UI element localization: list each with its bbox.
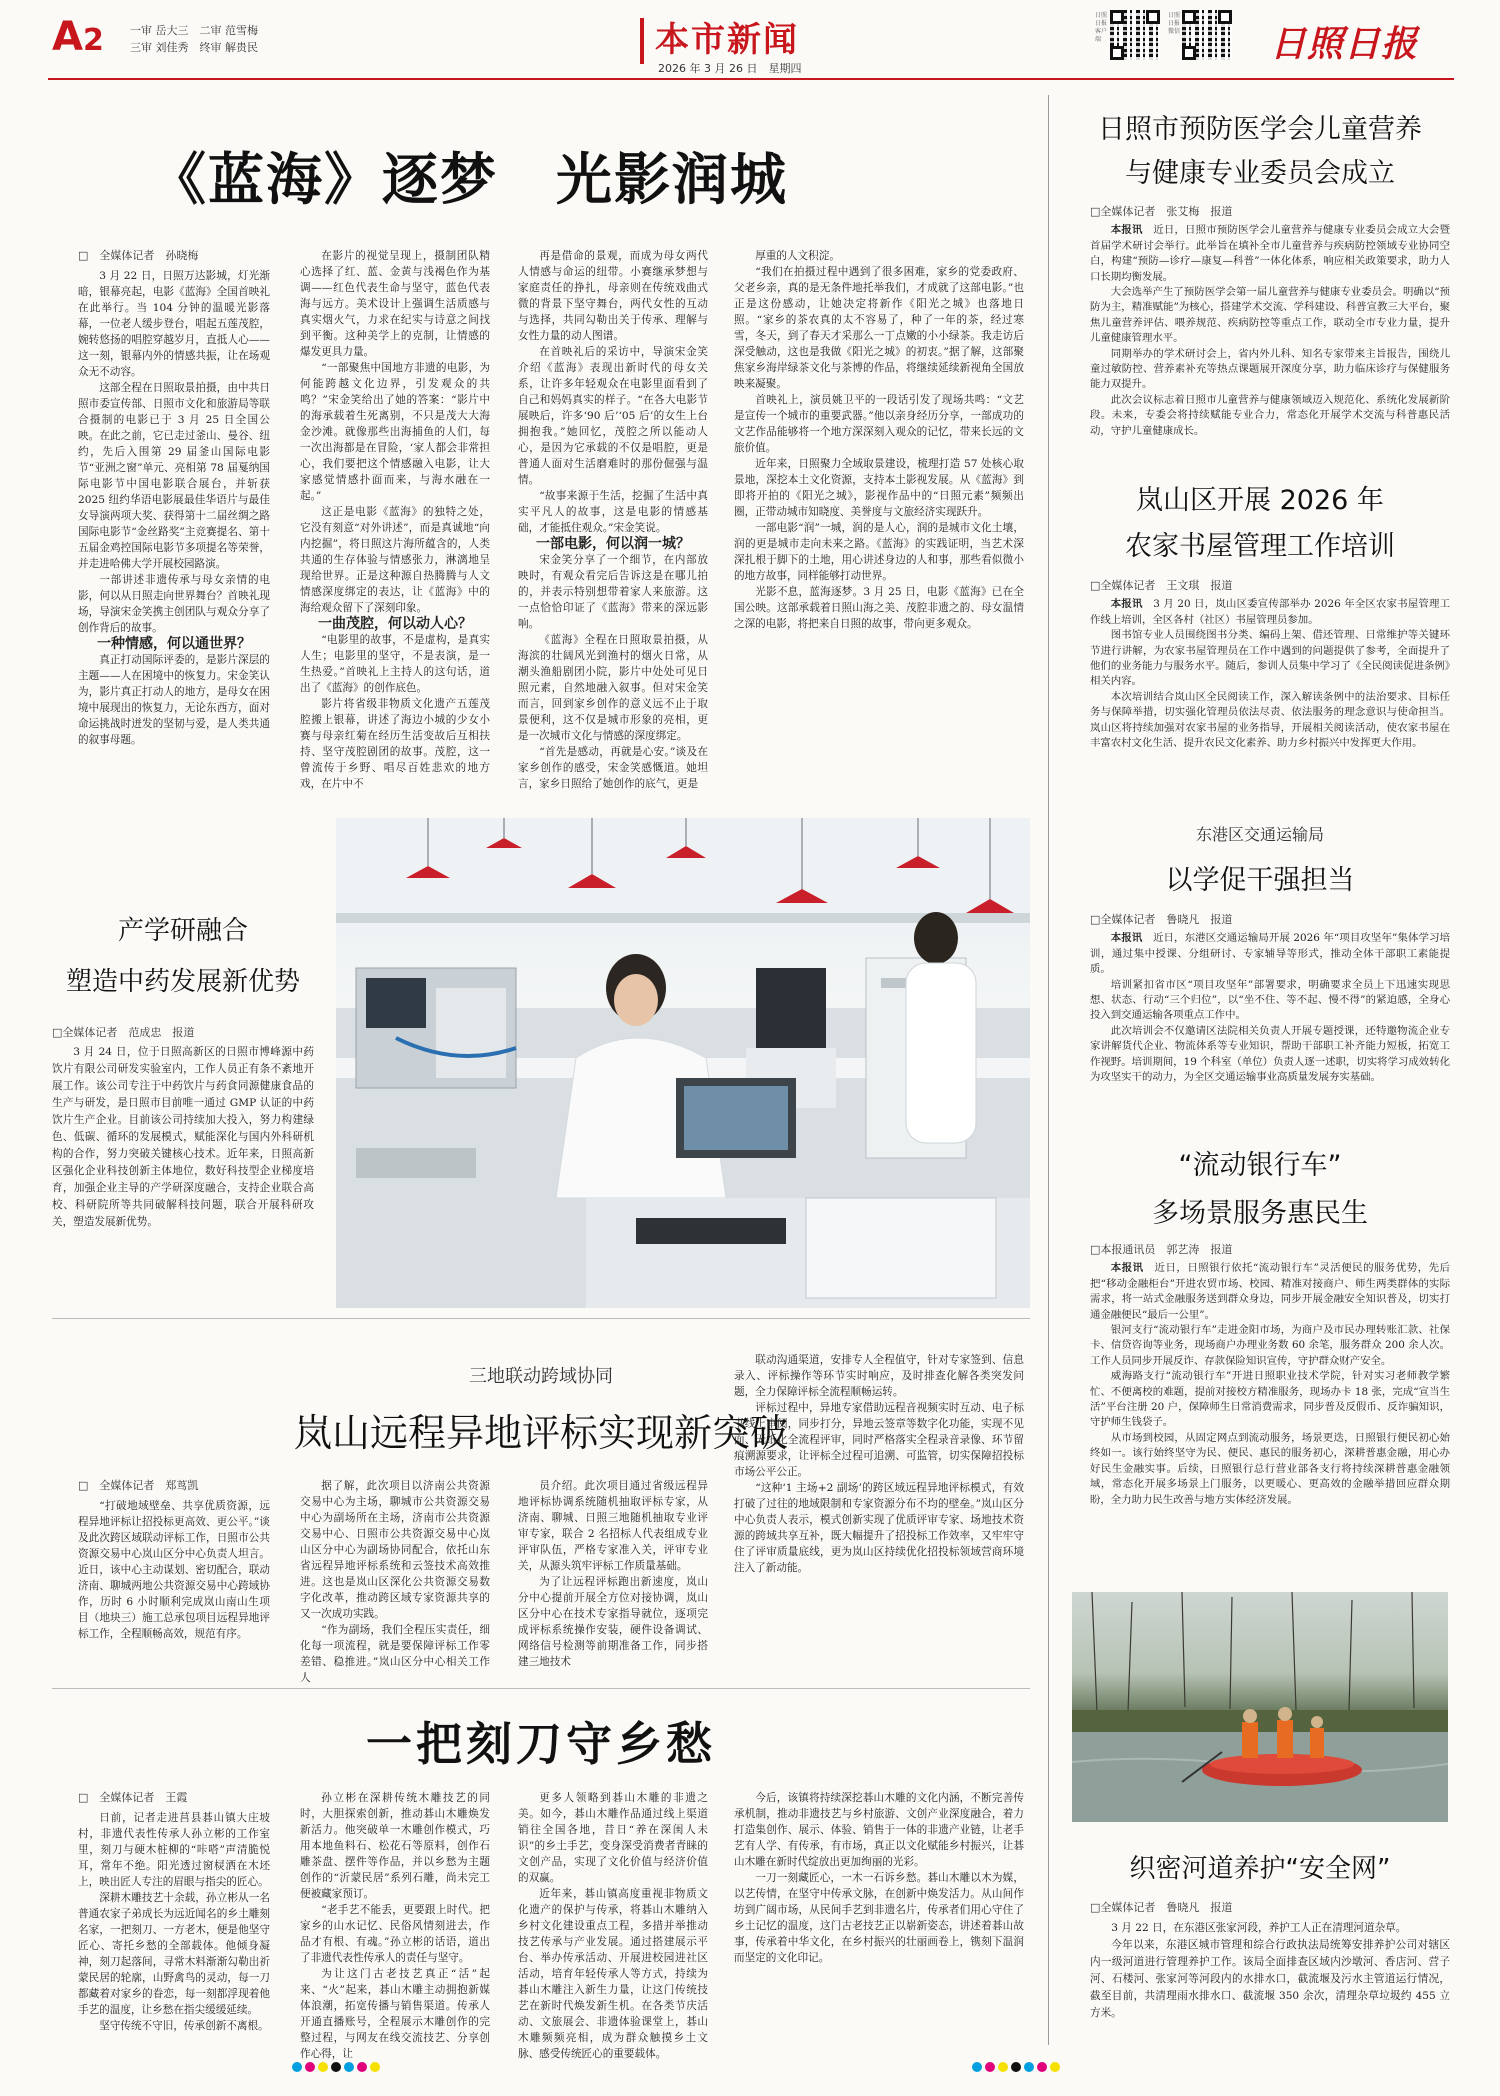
photo2-caption-lead: 3 月 22 日，在东港区张家河段，养护工人正在清理河道杂草。	[1111, 1922, 1407, 1934]
r3-byline	[1090, 912, 1450, 927]
paragraph: 首映礼上，演员姚卫平的一段话引发了现场共鸣：“文艺是宣传一个城市的重要武器。”他以亲身经历分享，一部成功的文艺作品能够将一个地方深深刻入观众的记忆，带来长远的文旅价值。	[734, 394, 1024, 454]
masthead-logo: 日照日报	[1270, 23, 1419, 65]
byline-name: 郑茑凯	[165, 1479, 199, 1492]
qr-label-1: 日照日报客户端	[1095, 12, 1108, 43]
paragraph: 再是借命的景观，而成为母女两代人情感与命运的纽带。小赛继承梦想与家庭责任的挣扎，母亲则在传统戏曲式微的背景下坚守舞台，两代女性的互动与选择，共同勾勒出关于传承、理解与女性力量的动人图谱。	[518, 250, 708, 342]
paragraph: 这部全程在日照取景拍摄，由中共日照市委宣传部、日照市文化和旅游局等联合摄制的电影已于 3 月 25 日全国公映。在此之前，它已走过釜山、曼谷、纽约，先后入围第 29 届釜山国际电影节“亚洲之窗”单元、亮相第 78 届戛纳国际电影节中国电影联合展台，并斩获 2025 纽约华语电影展最佳华语片与最佳女导演两项大奖、获得第十二届丝绸之路国际电影节“金丝路奖”主竞赛提名、第十五届金鸡控国际电影节多项提名等荣誉，并走进哈佛大学开展校园路演。	[78, 382, 270, 570]
paragraph: 3 月 22 日，日照万达影城，灯光渐暗，银幕亮起，电影《蓝海》全国首映礼在此举行。当 104 分钟的温暖光影落幕，一位老人缓步登台，唱起五莲茂腔，婉转悠扬的唱腔穿越岁月，直抵人心——这一刻，银幕内外的情感共振，让在场观众无不动容。	[78, 270, 270, 378]
photo1-caption-block	[52, 910, 314, 1231]
paragraph: 影片将省级非物质文化遗产五莲茂腔搬上银幕，讲述了海边小城的少女小赛与母亲红菊在经历生活变故后互相扶持、坚守茂腔剧团的故事。茂腔，这一曾流传于乡野、唱尽百姓悲欢的地方戏，在片中不	[300, 698, 490, 790]
r1-body	[1090, 204, 1450, 439]
paragraph: 大会选举产生了预防医学会第一届儿童营养与健康专业委员会。明确以“预防为主，精准赋能”为核心，搭建学术交流、学科建设、科普宣教三大平台，聚焦儿童营养评估、喂养规范、疾病防控等重点工作，联动全市专业力量，提升儿童健康管理水平。	[1090, 286, 1450, 345]
paragraph: “作为副场，我们全程压实责任，细化每一项流程，就是要保障评标工作零差错、稳推进。”岚山区分中心相关工作人	[300, 1624, 490, 1684]
qr-code-app	[1110, 10, 1160, 60]
paragraph-text: 近日，日照银行依托“流动银行车”灵活便民的服务优势，先后把“移动金融柜台”开进农贸市场、校园、精准对接商户、师生两类群体的实际需求，将一站式金融服务送到群众身边，同步开展金融安全知识普及，切实打通金融便民“最后一公里”。	[1090, 1262, 1451, 1321]
paragraph-text: 3 月 20 日，岚山区委宣传部举办 2026 年全区农家书屋管理工作线上培训，全区各村（社区）书屋管理员参加。	[1090, 598, 1451, 626]
section-divider	[640, 18, 644, 64]
paragraph: 此次会议标志着日照市儿童营养与健康领域迈入规范化、系统化发展新阶段。未来，专委会将持续赋能专业合力，常态化开展学术交流与科普惠民活动，守护儿童健康成长。	[1090, 393, 1450, 437]
photo1-title-2: 塑造中药发展新优势	[65, 967, 300, 997]
r1-byline	[1090, 204, 1450, 219]
lower-kicker: 三地联动跨域协同	[469, 1366, 613, 1387]
byline-name: 范成忠 报道	[128, 1026, 195, 1039]
section-name: 本市新闻	[655, 20, 799, 60]
paragraph: 光影不息，蓝海逐梦。3 月 25 日，电影《蓝海》已在全国公映。这部承载着日照山海之美、茂腔非遗之韵、母女温情之深的电影，将把来自日照的故事，带向更多观众。	[734, 586, 1024, 630]
paragraph: 为了让远程评标跑出新速度，岚山分中心提前开展全方位对接协调，岚山区分中心在技术专家指导就位，逐项完成评标系统操作安装，硬件设备调试、网络信号检测等前期准备工作，同步搭建三地技术	[518, 1576, 708, 1668]
paragraph-text: 近日，日照市预防医学会儿童营养与健康专业委员会成立大会暨首届学术研讨会举行。此举旨在填补全市儿童营养与疾病防控领域专业协同空白，构建“预防—诊疗—康复—科普”一体化体系，响应相关政策要求，助力人口长期均衡发展。	[1090, 224, 1451, 283]
paragraph: 厚重的人文积淀。	[755, 250, 840, 262]
paragraph: 一部电影“润”一城，润的是人心，润的是城市文化土壤，润的更是城市走向未来之路。《蓝海》的实践证明，当艺术深深扎根于脚下的土地，用心讲述身边的人和事，那些看似微小的地方故事，同样能够打动世界。	[734, 522, 1024, 582]
photo2-caption: 今年以来，东港区城市管理和综合行政执法局统筹安排养护公司对辖区内一级河道进行管理养护工作。该局全面排查区域内沙墩河、香店河、营子河、石楼河、张家河等河段内的水排水口，截流堰及污水主管道运行情况，截至目前，共清理雨水排水口、截流堰 350 余次，清理杂草垃圾约 455 立方米。	[1090, 1939, 1450, 2019]
lead-col-2	[300, 248, 490, 792]
lead-col-4	[734, 248, 1024, 632]
photo1-byline	[52, 1024, 314, 1040]
byline-name: 王霞	[165, 1791, 188, 1804]
paragraph: 日前，记者走进莒县碁山镇大庄坡村，非遗代表性传承人孙立彬的工作室里，刻刀与硬木桩柳的“咔嗒”声清脆悦耳，常年不绝。阳光透过窗棂洒在木坯上，映出匠人专注的眉眼与指尖的匠心。	[78, 1812, 270, 1888]
header-rule	[48, 78, 1454, 80]
paragraph: 孙立彬在深耕传统木雕技艺的同时，大胆探索创新，推动碁山木雕焕发新活力。他突破单一木雕创作模式，巧用本地鱼料石、松花石等原料，创作石雕茶盘、摆件等作品，并以乡愁为主题创作的“沂蒙民居”系列石雕，尚未完工便被藏家预订。	[300, 1792, 490, 1900]
r3-headline: 以学促干强担当	[1165, 865, 1355, 896]
byline-label: □全媒体记者	[1090, 1901, 1156, 1914]
paragraph: 《蓝海》全程在日照取景拍摄，从海滨的壮阔风光到渔村的烟火日常，从潮头渔船剧团小院，影片中处处可见日照元素，自然地融入叙事。但对宋金笑而言，回到家乡创作的意义远不止于取景便利，这不仅是城市形象的亮相，更是一次城市文化与情感的深度绑定。	[518, 634, 708, 742]
photo2-byline	[1090, 1900, 1450, 1916]
lead-tag: 本报讯	[1110, 1262, 1144, 1275]
editors-row-1: 一审 岳大三 二审 范雪梅	[130, 24, 258, 37]
r2-title-2: 农家书屋管理工作培训	[1125, 531, 1395, 562]
byline-name: 王文琪 报道	[1166, 579, 1233, 592]
r4-title-1: “流动银行车”	[1178, 1150, 1342, 1181]
subheading: 一部电影，何以润一城？	[536, 536, 690, 552]
lead-tag: 本报讯	[1110, 224, 1143, 237]
subheading: 一种情感，何以通世界？	[97, 636, 251, 652]
r4-body	[1090, 1242, 1450, 1508]
bottom-col-1	[78, 1790, 270, 2034]
photo1-title-1: 产学研融合	[117, 916, 248, 946]
r2-byline	[1090, 578, 1450, 593]
paragraph: “故事来源于生活，挖掘了生活中真实平凡人的故事，这是电影的情感基础，才能抵住观众。”宋金笑说。	[518, 490, 708, 534]
lead-col-1	[78, 248, 270, 748]
lead-byline	[78, 248, 270, 264]
r4-headline	[1070, 1142, 1450, 1238]
bottom-col-2	[300, 1790, 490, 2062]
paragraph: 联动沟通渠道，安排专人全程值守，针对专家签到、信息录入、评标操作等环节实时响应，及时排查化解各类突发问题，全力保障评标全流程顺畅运转。	[734, 1354, 1024, 1398]
byline-label: □全媒体记者	[1090, 913, 1156, 926]
editors	[130, 22, 258, 56]
r3-body	[1090, 912, 1450, 1085]
paragraph	[1090, 597, 1450, 628]
lead-tag: 本报讯	[1110, 932, 1143, 945]
paragraph: 员介绍。此次项目通过省级远程异地评标协调系统随机抽取评标专家，从济南、聊城、日照三地随机抽取专业评审专家，联合 2 名招标人代表组成专业评审队伍，严格专家准入关，评审专业关，从源头筑牢评标工作质量基础。	[518, 1480, 708, 1572]
paragraph: 据了解，此次项目以济南公共资源交易中心为主场，聊城市公共资源交易中心为副场所在主场，济南市公共资源交易中心、日照市公共资源交易中心岚山区分中心为副场协同配合，依托山东省远程异地评标系统和云签技术高效推进。这也是岚山区深化公共资源交易数字化改革，推动跨区域专家资源共享的又一次成功实践。	[300, 1480, 490, 1620]
paragraph: 近年来，碁山镇高度重视非物质文化遗产的保护与传承，将碁山木雕纳入乡村文化建设重点工程，多措并举推动技艺传承与产业发展。通过搭建展示平台、举办传承活动、开展进校园进社区活动，培育年轻传承人等方式，持续为碁山木雕注入新生力量，让这门传统技艺在新时代焕发新生机。在各类节庆活动、文旅展会、非遗体验课堂上，碁山木雕频频亮相，成为群众触摸乡土文脉、感受传统匠心的重要载体。	[518, 1888, 708, 2060]
paragraph: 坚守传统不守旧，传承创新不离根。	[99, 2020, 269, 2032]
page-digit: 2	[82, 23, 104, 58]
photo1-caption: 3 月 24 日，位于日照高新区的日照市博峰源中药饮片有限公司研发实验室内，工作人员正有条不紊地开展工作。该公司专注于中药饮片与药食同源健康食品的生产与研发，是日照市目前唯一通过 GMP 认证的中药饮片生产企业。目前该公司持续加大投入，努力构建绿色、低碳、循环的发展模式，赋能深化与国内外科研机构的合作，努力突破关键核心技术。近年来，日照高新区强化企业科技创新主体地位，数好科技型企业梯度培育，加强企业主导的产学研深度融合，支持企业联合高校、科研院所等共同破解科技问题，联合开展科研攻关，塑造发展新优势。	[52, 1046, 314, 1228]
paragraph: 深耕木雕技艺十余载，孙立彬从一名普通农家子弟成长为远近闻名的乡土雕刻名家，一把刻刀、一方老木，便是他坚守匠心、寄托乡愁的全部载体。他倾身凝神，刻刀起落间，寻常木料渐渐勾勒出祈蒙民居的轮廓，山野禽鸟的灵动，每一刀都藏着对家乡的眷恋，每一刻都浮现着他手艺的温度，让乡愁在指尖缓缓延续。	[78, 1892, 270, 2016]
r1-headline	[1070, 108, 1450, 196]
color-registration-marks-right	[972, 2062, 1060, 2072]
paragraph: “打破地域壁垒、共享优质资源，远程异地评标让招投标更高效、更公平。”谈及此次跨区域联动评标工作，日照市公共资源交易中心岚山区分中心负责人坦言。近日，该中心主动谋划、密切配合，联动济南、聊城两地公共资源交易中心跨域协作，历时 6 小时顺利完成岚山南山生项目（地块三）施工总承包项目远程异地评标工作，全程顺畅高效，规范有序。	[78, 1500, 270, 1640]
lead-col-3	[518, 248, 708, 792]
qr-code-wechat	[1182, 10, 1232, 60]
paragraph: 一刀一刻藏匠心，一木一石诉乡愁。碁山木雕以木为媒，以艺传情，在坚守中传承文脉，在创新中焕发活力。从山间作坊到广阔市场，从民间手艺到非遗名片，传承者们用心守住了乡土记忆的温度，这门古老技艺正以崭新姿态，讲述着碁山故事，传承着中华文化，在乡村振兴的壮丽画卷上，镌刻下温润而坚定的文化印记。	[734, 1872, 1024, 1964]
byline-name: 郭艺涛 报道	[1166, 1243, 1233, 1256]
paragraph: 培训紧扣省市区“项目攻坚年”部署要求，明确要求全员上下迅速实现思想、状态、行动“三个归位”，以“坐不住、等不起、慢不得”的紧迫感，全身心投入到交通运输各项重点工作中。	[1090, 978, 1450, 1022]
page-number	[52, 14, 104, 60]
r2-headline	[1070, 478, 1450, 570]
editors-row-2: 三审 刘佳秀 终审 解贵民	[130, 41, 258, 54]
lower-col-1	[78, 1478, 270, 1642]
paragraph: 为让这门古老技艺真正“活”起来、“火”起来，碁山木雕主动拥抱新媒体浪潮，拓宽传播与销售渠道。传承人开通直播账号，全程展示木雕创作的完整过程，与网友在线交流技艺、分享创作心得，让	[300, 1968, 490, 2060]
lower-col-2	[300, 1478, 490, 1686]
paragraph: “我们在拍摄过程中遇到了很多困难，家乡的党委政府、父老乡亲，真的是无条件地托举我们，才成就了这部电影。”也正是这份感动，让她决定将新作《阳光之城》也落地日照。“家乡的茶农真的太不容易了，种了一年的茶，经过寒雪，冬天，到了春天才采那么一丁点嫩的小小绿茶。我走访后深受触动，这也是我做《阳光之城》的初衷。”据了解，这部聚焦家乡海岸绿茶文化与茶博的作品，将继续延续新视角全国放映来凝聚。	[734, 266, 1024, 390]
lead-tag: 本报讯	[1110, 598, 1143, 611]
lab-scene-illustration	[336, 818, 1030, 1308]
photo2-caption-title: 织密河道养护“安全网”	[1129, 1854, 1391, 1884]
paragraph: “首先是感动，再就是心安。”谈及在家乡创作的感受，宋金笑感慨道。她坦言，家乡日照给了她创作的底气，更是	[518, 746, 708, 790]
paragraph	[1090, 223, 1450, 285]
paragraph: 更多人领略到碁山木雕的非遗之美。如今，碁山木雕作品通过线上渠道销往全国各地，昔日“养在深闺人未识”的乡土手艺，变身深受消费者青睐的文创产品，实现了文化价值与经济价值的双赢。	[518, 1792, 708, 1884]
paragraph: “电影里的故事，不是虚构，是真实人生；电影里的坚守，不是表演，是一生热爱。”首映礼上主持人的这句话，道出了《蓝海》的创作底色。	[300, 634, 490, 694]
paragraph: “老手艺不能丢，更要跟上时代。把家乡的山水记忆、民俗风情刻进去，作品才有根、有魂。”孙立彬的话语，道出了非遗代表性传承人的责任与坚守。	[300, 1904, 490, 1964]
byline-label: □ 全媒体记者	[78, 1791, 155, 1804]
byline-name: 孙晓梅	[165, 249, 199, 262]
photo2-caption-block	[1090, 1900, 1450, 2022]
paragraph	[1090, 931, 1450, 977]
bottom-col-4	[734, 1790, 1024, 1966]
paragraph: 这正是电影《蓝海》的独特之处，它没有刻意“对外讲述”，而是真诚地“向内挖掘”，将日照这片海所蕴含的，人类共通的生存体验与情感张力，淋漓地呈现给世界。正是这种源自热腾腾与人文情感深度绑定的表达，让《蓝海》中的海给观众留下了深刻印象。	[300, 506, 490, 614]
paragraph: 一部讲述非遗传承与母女亲情的电影，何以从日照走向世界舞台？首映礼现场，导演宋金笑携主创团队与观众分享了创作背后的故事。	[78, 574, 270, 634]
page-letter: A	[52, 14, 83, 60]
river-photo	[1072, 1592, 1448, 1822]
paragraph: 评标过程中，异地专家借助远程音视频实时互动、电子标书线上审阅，同步打分，异地云签章等数字化功能，实现不见面、无纸化全流程评审，同时严格落实全程录音录像、环节留痕溯源要求，让评标全过程可追溯、可监管，切实保障招投标市场公平公正。	[734, 1402, 1024, 1478]
lower-byline	[78, 1478, 270, 1494]
bottom-byline	[78, 1790, 270, 1806]
byline-name: 鲁晓凡 报道	[1166, 913, 1233, 926]
r1-title-1: 日照市预防医学会儿童营养	[1098, 114, 1422, 145]
color-registration-marks-left	[292, 2062, 380, 2072]
byline-label: □本报通讯员	[1090, 1243, 1156, 1256]
r1-title-2: 与健康专业委员会成立	[1125, 158, 1395, 189]
r2-title-1: 岚山区开展 2026 年	[1136, 485, 1384, 516]
r2-body	[1090, 578, 1450, 751]
r3-kicker: 东港区交通运输局	[1195, 825, 1324, 844]
byline-label: □全媒体记者	[1090, 205, 1156, 218]
byline-name: 张艾梅 报道	[1166, 205, 1233, 218]
paragraph-text: 近日，东港区交通运输局开展 2026 年“项目攻坚年”集体学习培训，通过集中授课、分组研讨、专家辅导等形式，推动全体干部职工素能提质。	[1090, 932, 1451, 976]
lead-headline: 《蓝海》逐梦 光影润城	[150, 148, 788, 213]
paragraph: 本次培训结合岚山区全民阅读工作，深入解读条例中的法治要求、目标任务与保障举措，切实强化管理员依法尽责、依法服务的理念意识与使命担当。岚山区将持续加强对农家书屋的业务指导，开展相关阅读活动，使农家书屋在丰富农村文化生活、提升农民文化素养、助力乡村振兴中发挥更大作用。	[1090, 690, 1450, 750]
paragraph: 在首映礼后的采访中，导演宋金笑介绍《蓝海》表现出新时代的母女关系，让许多年轻观众在电影里面看到了自己和妈妈真实的样子。“在各大电影节展映后，许多‘90 后’‘05 后’的女生上台拥抱我。”她回忆，茂腔之所以能动人心，是因为它承载的不仅是唱腔，更是普通人面对生活磨难时的那份倔强与温情。	[518, 346, 708, 486]
paragraph: 今后，该镇将持续深挖碁山木雕的文化内涵，不断完善传承机制，推动非遗技艺与乡村旅游、文创产业深度融合，着力打造集创作、展示、体验、销售于一体的非遗产业链，让老手艺有人学、有传承，有市场，真正以文化赋能乡村振兴，让碁山木雕在新时代绽放出更加绚丽的光彩。	[734, 1792, 1024, 1868]
page-header	[0, 0, 1500, 82]
byline-label: □全媒体记者	[1090, 579, 1156, 592]
paragraph: 真正打动国际评委的，是影片深层的主题——人在困境中的恢复力。宋金笑认为，影片真正打动人的地方，是母女在困境中展现出的恢复力，无论东西方，面对命运挑战时迸发的坚韧与爱，是人类共通的叙事母题。	[78, 654, 270, 746]
byline-label: □全媒体记者	[52, 1026, 118, 1039]
lower-headline: 岚山远程异地评标实现新突破	[293, 1411, 788, 1455]
bottom-headline: 一把刻刀守乡愁	[366, 1717, 716, 1771]
byline-label: □ 全媒体记者	[78, 1479, 155, 1492]
section-rule	[52, 1688, 1030, 1689]
lab-photo	[336, 818, 1030, 1308]
byline-label: □ 全媒体记者	[78, 249, 155, 262]
paragraph	[1090, 1261, 1450, 1323]
issue-date: 2026 年 3 月 26 日 星期四	[658, 62, 802, 75]
r4-title-2: 多场景服务惠民生	[1152, 1198, 1368, 1229]
paragraph: 从市场到校园，从固定网点到流动服务，场景更迭，日照银行便民初心始终如一。该行始终坚守为民、便民、惠民的服务初心，深耕普惠金融，用心办好民生金融实事。后续，日照银行总行营业部各支行将持续深耕普惠金融领域，常态化开展多场景上门服务，以更暖心、更高效的金融举措回应群众期盼，全力助力民生改善与地方实体经济发展。	[1090, 1431, 1450, 1506]
paragraph: 威海路支行“流动银行车”开进日照职业技术学院，针对实习老师教学繁忙、不便离校的难题，提前对接校方精准服务，现场办卡 18 张，完成“宣当生活”平台注册 20 户，保障师生日常消费需求，同步普及反假币、反诈骗知识，守护师生钱袋子。	[1090, 1370, 1450, 1429]
r4-byline	[1090, 1242, 1450, 1257]
paragraph: “这种‘1 主场+2 副场’的跨区域远程异地评标模式，有效打破了过往的地域限制和专家资源分布不均的壁垒。”岚山区分中心负责人表示，模式创新实现了优质评审专家、场地技术资源的跨域共享互补，既大幅提升了招投标工作效率，又牢牢守住了评审质量底线，更为岚山区持续优化招投标领域营商环境注入了新动能。	[734, 1482, 1024, 1574]
column-rule	[1048, 95, 1049, 2045]
lower-col-4	[734, 1352, 1024, 1576]
paragraph: 宋金笑分享了一个细节，在内部放映时，有观众看完后告诉这是在哪儿拍的，并表示特别想带着家人来旅游。这一点恰恰印证了《蓝海》带来的深远影响。	[518, 554, 708, 630]
paragraph: 银河支行“流动银行车”走进金阳市场，为商户及市民办理转账汇款、社保卡、信贷咨询等业务，现场商户办理业务数 60 余笔，服务群众 200 余人次。工作人员同步开展反诈、存款保险知识宣传，守护群众财产安全。	[1090, 1324, 1450, 1367]
lower-col-3	[518, 1478, 708, 1670]
byline-name: 鲁晓凡 报道	[1166, 1901, 1233, 1914]
paragraph: “一部聚焦中国地方非遗的电影，为何能跨越文化边界，引发观众的共鸣？”宋金笑给出了她的答案：“影片中的海承载着生死离别，不只是茂大大海金沙滩。就像那些出海捕鱼的人们，每一次出海都是在冒险，‘家人都会非常担心，我们要把这个情感融入电影，让大家感觉情感扑面而来，与海水融在一起。”	[300, 362, 490, 502]
paragraph: 图书馆专业人员围绕图书分类、编码上架、借还管理、日常维护等关键环节进行讲解，为农家书屋管理员在工作中遇到的问题提供了参考，全面提升了他们的业务能力与服务水平。随后，参训人员集中学习了《全民阅读促进条例》相关内容。	[1090, 629, 1450, 688]
section-rule	[52, 1318, 1030, 1319]
paragraph: 在影片的视觉呈现上，摄制团队精心选择了红、蓝、金黄与浅褐色作为基调——红色代表生命与坚守，蓝色代表海与远方。美术设计上强调生活质感与真实烟火气，力求在纪实与诗意之间找到平衡。这种美学上的克制，让情感的爆发更具力量。	[300, 250, 490, 358]
qr-label-2: 日照日报微信	[1168, 12, 1181, 35]
paragraph: 同期举办的学术研讨会上，省内外儿科、知名专家带来主旨报告，围绕儿童过敏防控、营养素补充等热点课题展开深度分享，助力临床诊疗与保健服务能力双提升。	[1090, 347, 1450, 391]
river-scene-illustration	[1072, 1592, 1448, 1822]
paragraph: 近年来，日照聚力全域取景建设，梳理打造 57 处核心取景地，深挖本土文化资源，支持本土影视发展。从《蓝海》到即将开拍的《阳光之城》，影视作品中的“日照元素”频频出圈，正带动城市知晓度、美誉度与文旅经济实现跃升。	[734, 458, 1024, 518]
paragraph: 此次培训会不仅邀请区法院相关负责人开展专题授课，还特邀物流企业专家讲解货代企业、物流体系等专业知识，帮助干部职工补齐能力短板，拓宽工作视野。培训期间，19 个科室（单位）负责人逐一述职，切实将学习成效转化为攻坚实干的动力，为全区交通运输事业高质量发展夯实基础。	[1090, 1024, 1450, 1084]
subheading: 一曲茂腔，何以动人心？	[318, 616, 472, 632]
bottom-col-3	[518, 1790, 708, 2062]
